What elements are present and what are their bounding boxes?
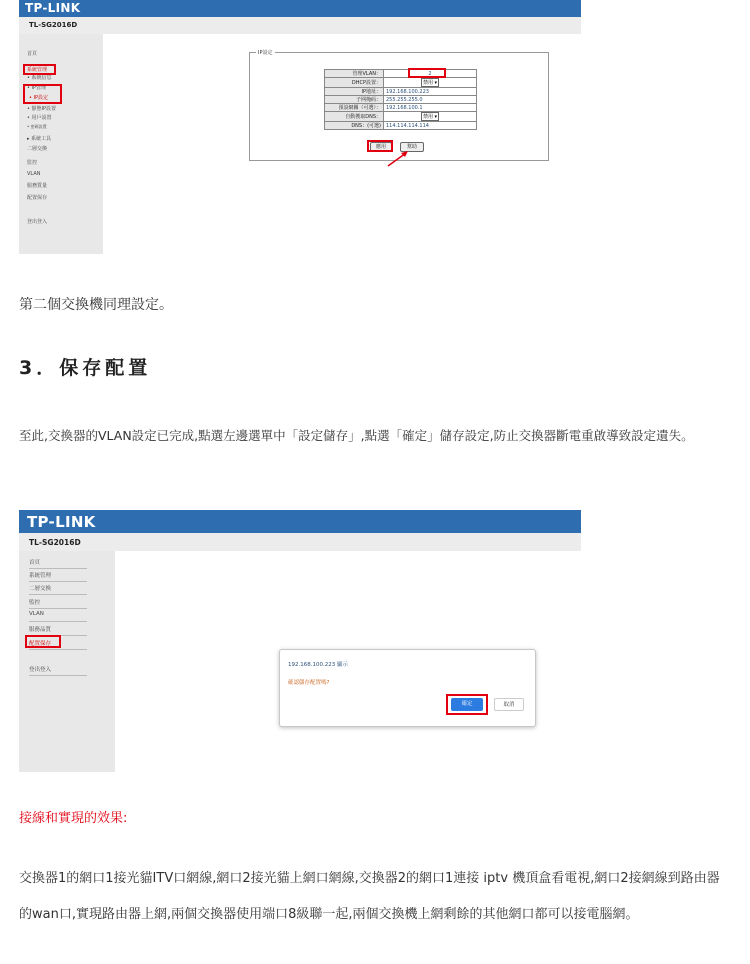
sidebar-item-monitor[interactable]: 監控 bbox=[29, 600, 41, 606]
help-button[interactable]: 幫助 bbox=[400, 142, 424, 152]
sidebar-item-ip-settings[interactable]: • IP設定 bbox=[29, 95, 49, 101]
sidebar bbox=[19, 34, 103, 254]
sidebar-item-system-info[interactable]: • 系統信息 bbox=[27, 75, 52, 81]
apply-button[interactable]: 應用 bbox=[370, 142, 392, 152]
sidebar-item-system[interactable]: 系統管理 bbox=[29, 573, 52, 579]
mgmt-vlan-label: 管理VLAN： bbox=[325, 70, 384, 78]
paragraph-wiring-result: 交換器1的網口1接光貓ITV口網線,網口2接光貓上網口網線,交換器2的網口1連接 iptv 機頂盒看電視,網口2接網線到路由器的wan口,實現路由器上網,兩個交換器使用端口8級聯一起,兩個交換機上網剩餘的其他網口都可以接電腦網。 bbox=[19, 871, 720, 922]
tp-link-logo: TP-LINK bbox=[25, 1, 81, 15]
sidebar-item-ip-management[interactable]: • IP管理 bbox=[27, 85, 47, 91]
table-row bbox=[325, 70, 477, 78]
sidebar-item-static-ip[interactable]: • 靜態IP設置 bbox=[27, 106, 57, 112]
sidebar-item-logout[interactable]: 登出登入 bbox=[27, 219, 48, 225]
divider bbox=[29, 568, 87, 569]
divider bbox=[29, 621, 87, 622]
model-bar bbox=[19, 17, 581, 34]
sidebar-item-vlan[interactable]: VLAN bbox=[27, 171, 41, 177]
mgmt-vlan-value: 2 bbox=[428, 70, 432, 77]
gateway-label: 預設網關（可選）： bbox=[325, 104, 384, 112]
table-row bbox=[325, 88, 477, 96]
sidebar-item-system[interactable]: 系統管理 bbox=[27, 67, 48, 73]
model-bar bbox=[19, 533, 581, 551]
table-row bbox=[325, 104, 477, 112]
paragraph-result-heading: 接線和實現的效果: bbox=[19, 811, 128, 826]
dns-field[interactable]: 114.114.114.114 bbox=[384, 122, 477, 130]
dhcp-label: DHCP設置： bbox=[325, 78, 384, 88]
divider bbox=[29, 608, 87, 609]
red-arrow-icon bbox=[386, 150, 410, 168]
sidebar-item-l2[interactable]: 二層交換 bbox=[27, 146, 48, 152]
divider bbox=[29, 649, 87, 650]
sidebar-item-monitor[interactable]: 監控 bbox=[27, 160, 38, 166]
highlight-mgmt-vlan bbox=[408, 68, 446, 78]
highlight-ip-settings bbox=[23, 84, 62, 104]
sidebar-item-save-config[interactable]: 配置保存 bbox=[27, 195, 48, 201]
paragraph-second-switch: 第二個交換機同理設定。 bbox=[19, 297, 173, 313]
sidebar-item-tools[interactable]: ▸ 系統工具 bbox=[27, 136, 52, 142]
divider bbox=[29, 675, 87, 676]
sidebar-item-vlan[interactable]: VLAN bbox=[29, 611, 44, 617]
paragraph-save-instructions: 至此,交換器的VLAN設定已完成,點選左邊選單中「設定儲存」,點選「確定」儲存設定,防止交換器斷電重啟導致設定遺失。 bbox=[19, 428, 694, 443]
sidebar-item-qos[interactable]: 服務品質 bbox=[29, 627, 52, 633]
confirm-dialog bbox=[279, 649, 536, 727]
model-name: TL-SG2016D bbox=[29, 538, 81, 547]
ip-settings-table bbox=[324, 69, 477, 130]
subnet-mask-label: 子网掩码： bbox=[325, 96, 384, 104]
sidebar-item-logout[interactable]: 登出登入 bbox=[29, 667, 52, 673]
table-row bbox=[325, 112, 477, 122]
sidebar-item-save-config[interactable]: 配置保存 bbox=[29, 641, 52, 647]
ip-settings-form bbox=[249, 52, 549, 161]
screenshot-ip-settings bbox=[19, 0, 581, 254]
header-bar bbox=[19, 0, 581, 17]
ok-button[interactable]: 確定 bbox=[451, 698, 483, 711]
sidebar-item-l2[interactable]: 二層交換 bbox=[29, 586, 52, 592]
dialog-message: 確認儲存配置嗎? bbox=[288, 680, 330, 686]
sidebar-item-password[interactable]: • 密碼設置 bbox=[27, 124, 47, 129]
dialog-title: 192.168.100.223 顯示 bbox=[288, 662, 348, 668]
divider bbox=[29, 594, 87, 595]
section-heading-save-config: 3．保存配置 bbox=[19, 357, 152, 379]
highlight-system bbox=[23, 64, 56, 75]
sidebar-item-home[interactable]: 首頁 bbox=[29, 560, 41, 566]
auto-dns-label: 自動獲取DNS： bbox=[325, 112, 384, 122]
highlight-save-config bbox=[25, 635, 61, 648]
gateway-field[interactable]: 192.168.100.1 bbox=[384, 104, 477, 112]
sidebar bbox=[19, 551, 115, 772]
dns-label: DNS：(可選) bbox=[325, 122, 384, 130]
tp-link-logo: TP-LINK bbox=[27, 513, 96, 531]
table-row bbox=[325, 78, 477, 88]
auto-dns-select[interactable]: 禁用 ▾ bbox=[422, 114, 438, 120]
cancel-button[interactable]: 取消 bbox=[494, 698, 524, 711]
form-legend: IP設定 bbox=[258, 50, 273, 56]
sidebar-item-qos[interactable]: 服務質量 bbox=[27, 183, 48, 189]
sidebar-item-home[interactable]: 首頁 bbox=[27, 51, 38, 57]
table-row bbox=[325, 122, 477, 130]
screenshot-save-config bbox=[19, 510, 581, 772]
sidebar-item-user[interactable]: • 用戶設置 bbox=[27, 115, 52, 121]
ip-address-field[interactable]: 192.168.100.223 bbox=[384, 88, 477, 96]
highlight-ok bbox=[446, 694, 488, 715]
header-bar bbox=[19, 510, 581, 533]
divider bbox=[29, 581, 87, 582]
subnet-mask-field[interactable]: 255.255.255.0 bbox=[384, 96, 477, 104]
ip-address-label: IP地址： bbox=[325, 88, 384, 96]
dhcp-select[interactable]: 禁用 ▾ bbox=[422, 80, 438, 86]
table-row bbox=[325, 96, 477, 104]
model-name: TL-SG2016D bbox=[29, 21, 78, 29]
